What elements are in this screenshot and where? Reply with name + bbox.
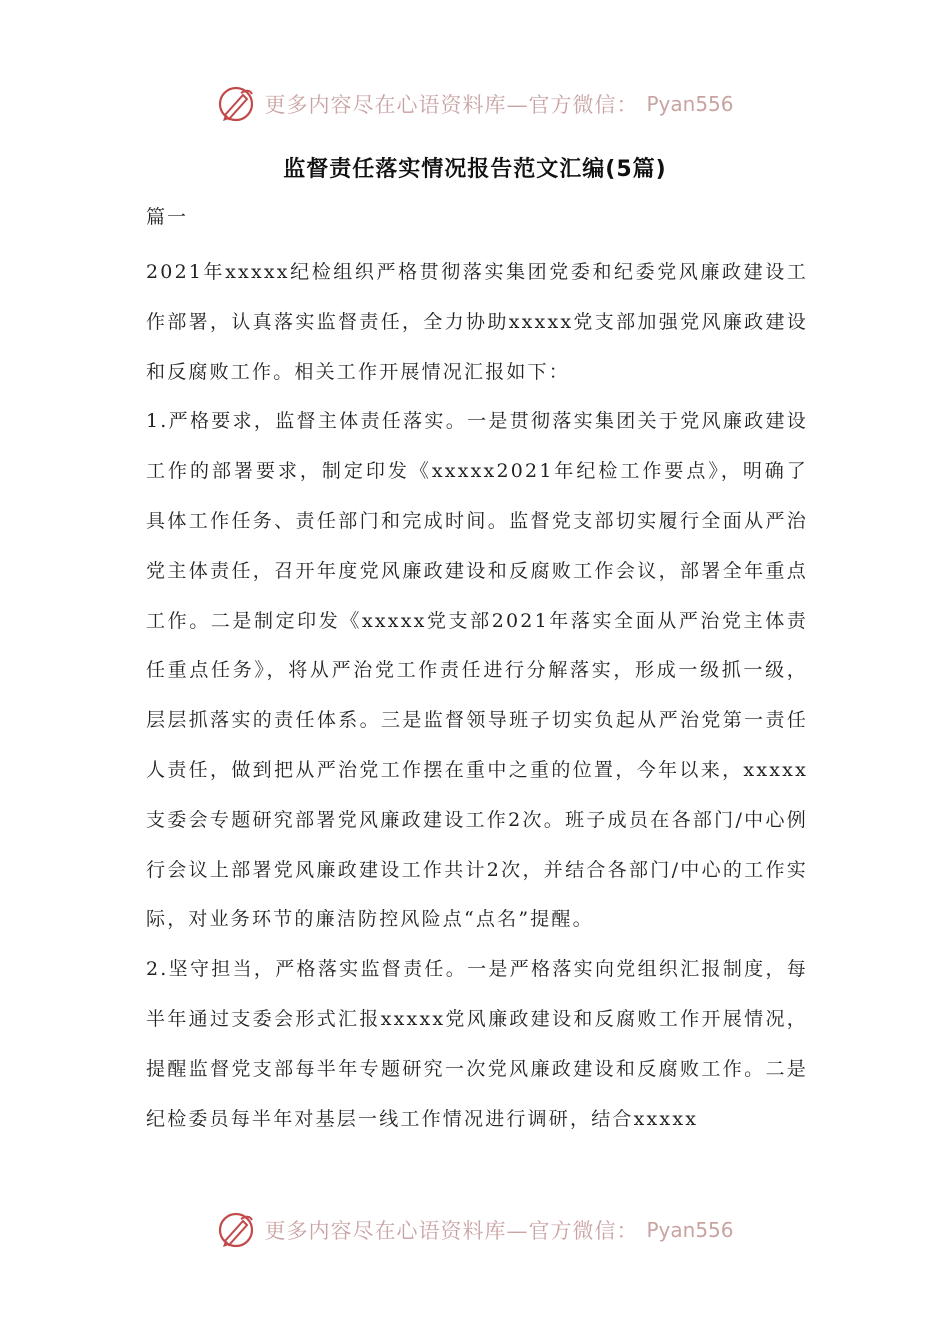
footer-banner-text: 更多内容尽在心语资料库—官方微信： xyxy=(264,1219,639,1243)
header-banner xyxy=(0,80,950,128)
pen-logo-icon xyxy=(216,84,256,124)
pen-logo-icon xyxy=(216,1210,256,1250)
header-banner-handle: Pyan556 xyxy=(646,92,734,116)
paragraph-2: 2.坚守担当，严格落实监督责任。一是严格落实向党组织汇报制度，每半年通过支委会形式汇报xxxxx党风廉政建设和反腐败工作开展情况，提醒监督党支部每半年专题研究一次党风廉政建设和反腐败工作。二是纪检委员每半年对基层一线工作情况进行调研，结合xxxxx xyxy=(146,958,808,1130)
header-banner-text: 更多内容尽在心语资料库—官方微信： xyxy=(264,93,639,117)
document-body xyxy=(146,248,808,1144)
footer-banner-handle: Pyan556 xyxy=(646,1218,734,1242)
footer-banner xyxy=(0,1206,950,1254)
paragraph-intro: 2021年xxxxx纪检组织严格贯彻落实集团党委和纪委党风廉政建设工作部署，认真落实监督责任，全力协助xxxxx党支部加强党风廉政建设和反腐败工作。相关工作开展情况汇报如下： xyxy=(146,261,808,383)
paragraph-1: 1.严格要求，监督主体责任落实。一是贯彻落实集团关于党风廉政建设工作的部署要求，制定印发《xxxxx2021年纪检工作要点》，明确了具体工作任务、责任部门和完成时间。监督党支部切实履行全面从严治党主体责任，召开年度党风廉政建设和反腐败工作会议，部署全年重点工作。二是制定印发《xxxxx党支部2021年落实全面从严治党主体责任重点任务》，将从严治党工作责任进行分解落实，形成一级抓一级，层层抓落实的责任体系。三是监督领导班子切实负起从严治党第一责任人责任，做到把从严治党工作摆在重中之重的位置，今年以来，xxxxx支委会专题研究部署党风廉政建设工作2次。班子成员在各部门/中心例行会议上部署党风廉政建设工作共计2次，并结合各部门/中心的工作实际，对业务环节的廉洁防控风险点“点名”提醒。 xyxy=(146,410,808,931)
section-label: 篇一 xyxy=(146,206,189,228)
document-title: 监督责任落实情况报告范文汇编(5篇) xyxy=(283,157,667,182)
